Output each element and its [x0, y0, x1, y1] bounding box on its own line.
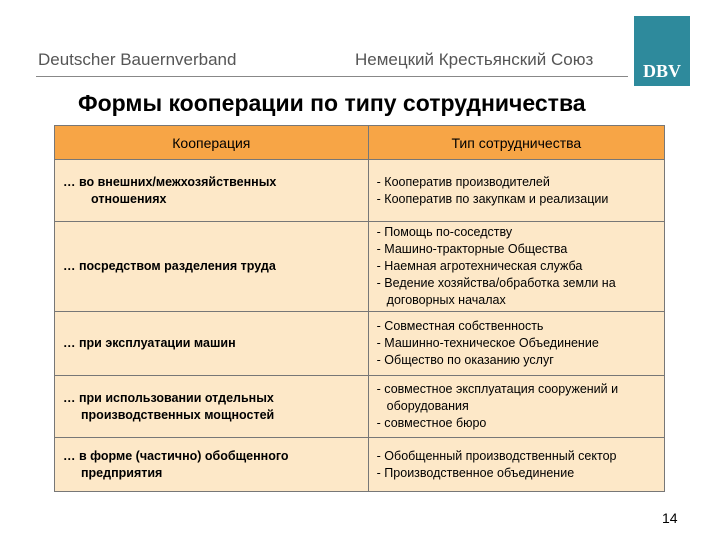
column-header-cooperation: Кооперация — [55, 126, 369, 160]
type-line: - Наемная агротехническая служба — [376, 259, 583, 273]
column-header-type: Тип сотрудничества — [368, 126, 664, 160]
cooperation-form-cell — [55, 312, 369, 376]
form-line: отношениях — [91, 191, 167, 206]
type-line: - Машино-тракторные Общества — [376, 242, 568, 256]
type-line: - Ведение хозяйства/обработка земли на договорных началах — [376, 276, 616, 307]
type-line: - Машинно-техническое Объединение — [376, 336, 599, 350]
page-number: 14 — [662, 510, 678, 526]
form-line: … при использовании отдельных — [63, 390, 274, 405]
cooperation-form-cell — [55, 222, 369, 312]
type-line: - Производственное объединение — [376, 465, 575, 480]
type-line: - Кооператив по закупкам и реализации — [376, 191, 609, 206]
table-row — [55, 160, 665, 222]
table-row — [55, 312, 665, 376]
type-line: - совместное эксплуатация сооружений и оборудования — [376, 382, 619, 413]
form-line: … в форме (частично) обобщенного — [63, 448, 289, 463]
table-row — [55, 438, 665, 492]
table-row — [55, 222, 665, 312]
cooperation-type-cell — [368, 376, 664, 438]
form-line: … при эксплуатации машин — [63, 336, 236, 350]
header-divider — [36, 76, 628, 77]
type-line: - Совместная собственность — [376, 319, 544, 333]
cooperation-type-cell — [368, 312, 664, 376]
cooperation-type-cell — [368, 160, 664, 222]
header-right-org-name: Немецкий Крестьянский Союз — [355, 50, 594, 69]
logo-text: DBV — [642, 61, 681, 81]
cooperation-type-cell — [368, 438, 664, 492]
form-line: … во внешних/межхозяйственных — [63, 174, 277, 189]
type-line: - совместное бюро — [376, 416, 487, 430]
cooperation-form-cell — [55, 160, 369, 222]
cooperation-form-cell — [55, 376, 369, 438]
table-row — [55, 376, 665, 438]
type-line: - Помощь по-соседству — [376, 225, 513, 239]
table-header-row — [55, 126, 665, 160]
form-line: предприятия — [81, 465, 163, 480]
type-line: - Обобщенный производственный сектор — [376, 448, 617, 463]
form-line: производственных мощностей — [81, 407, 275, 422]
slide-title: Формы кооперации по типу сотрудничества — [78, 90, 586, 116]
form-line: … посредством разделения труда — [63, 259, 276, 273]
type-line: - Общество по оказанию услуг — [376, 353, 554, 367]
cooperation-type-cell — [368, 222, 664, 312]
cooperation-form-cell — [55, 438, 369, 492]
type-line: - Кооператив производителей — [376, 174, 550, 189]
cooperation-table — [54, 125, 665, 492]
dbv-logo — [634, 16, 690, 86]
header-left-org-name: Deutscher Bauernverband — [38, 50, 237, 69]
